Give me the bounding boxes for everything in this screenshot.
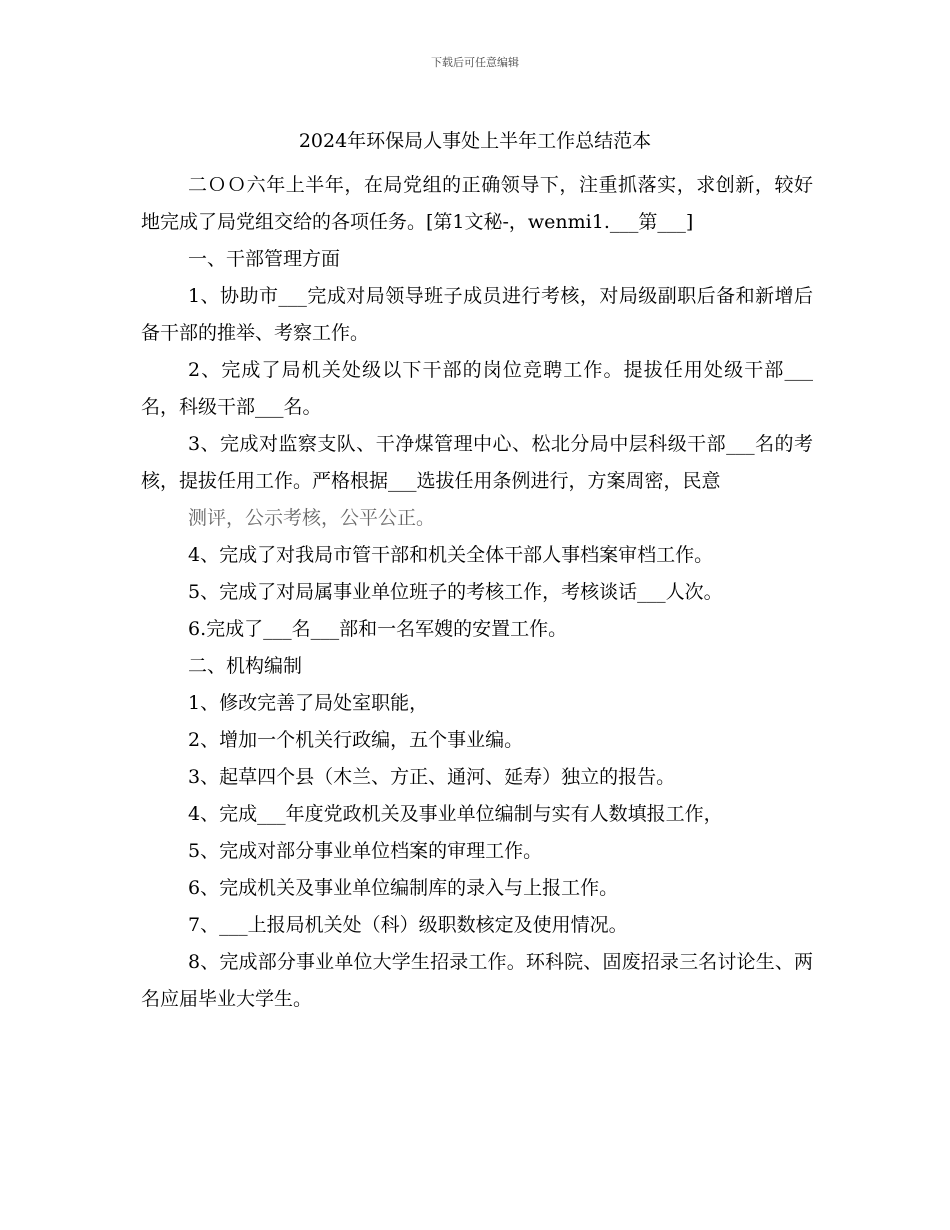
paragraph: 7、___上报局机关处（科）级职数核定及使用情况。 xyxy=(188,914,628,936)
paragraph: 3、完成对监察支队、干净煤管理中心、松北分局中层科级干部___名的考核，提拔任用工作。严格根据___选拔任用条例进行，方案周密，民意 xyxy=(141,433,813,492)
paragraph: 4、完成___年度党政机关及事业单位编制与实有人数填报工作， xyxy=(188,803,723,825)
paragraph: 6.完成了___名___部和一名军嫂的安置工作。 xyxy=(188,618,568,640)
header-note: 下载后可任意编辑 xyxy=(431,56,519,69)
section-heading-cadre: 一、干部管理方面 xyxy=(188,248,341,270)
paragraph: 1、修改完善了局处室职能， xyxy=(188,692,429,714)
paragraph: 8、完成部分事业单位大学生招录工作。环科院、固废招录三名讨论生、两名应届毕业大学生。 xyxy=(141,951,813,1010)
paragraph: 4、完成了对我局市管干部和机关全体干部人事档案审档工作。 xyxy=(188,544,714,566)
paragraph: 3、起草四个县（木兰、方正、通河、延寿）独立的报告。 xyxy=(188,766,676,788)
paragraph: 6、完成机关及事业单位编制库的录入与上报工作。 xyxy=(188,877,619,899)
paragraph: 2、增加一个机关行政编，五个事业编。 xyxy=(188,729,524,751)
paragraph-intro: 二ＯＯ六年上半年，在局党组的正确领导下，注重抓落实，求创新，较好地完成了局党组交给的各项任务。[第1文秘-，wenmi1.___第___] xyxy=(141,174,813,233)
paragraph: 5、完成了对局属事业单位班子的考核工作，考核谈话___人次。 xyxy=(188,581,723,603)
section-heading-org: 二、机构编制 xyxy=(188,655,303,677)
paragraph: 5、完成对部分事业单位档案的审理工作。 xyxy=(188,840,543,862)
paragraph: 2、完成了局机关处级以下干部的岗位竞聘工作。提拔任用处级干部___名，科级干部___名。 xyxy=(141,359,813,418)
paragraph: 测评，公示考核，公平公正。 xyxy=(188,507,436,529)
document-title: 2024年环保局人事处上半年工作总结范本 xyxy=(298,130,652,152)
document-body xyxy=(141,167,813,1018)
paragraph: 1、协助市___完成对局领导班子成员进行考核，对局级副职后备和新增后备干部的推举、考察工作。 xyxy=(141,285,813,344)
